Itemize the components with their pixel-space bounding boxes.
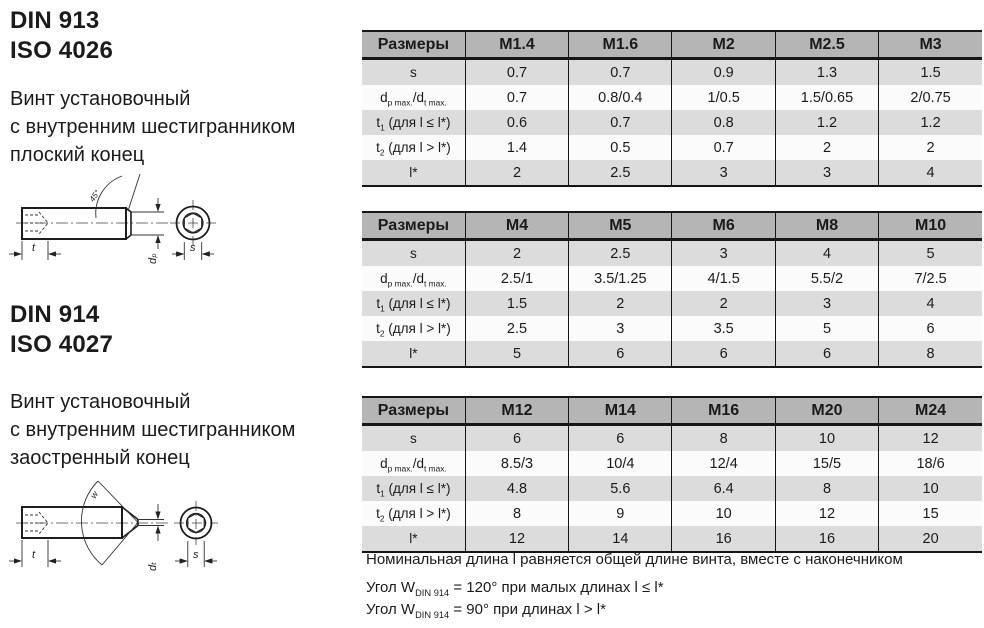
- value-cell: 6: [775, 341, 878, 367]
- column-header: M20: [775, 397, 878, 425]
- value-cell: 10/4: [569, 451, 672, 476]
- value-cell: 0.7: [672, 135, 775, 160]
- value-cell: 1.5/0.65: [775, 85, 878, 110]
- sizes-corner-header: Размеры: [362, 212, 465, 240]
- description-line: Винт установочный: [10, 391, 191, 413]
- angle-arc: [96, 176, 122, 218]
- column-header: M12: [465, 397, 568, 425]
- screw-body: [22, 507, 122, 538]
- angle-note-90: Угол $W_{DIN 914} = 90^\circ$ при длинах l > l*: [366, 601, 606, 620]
- value-cell: 2.5: [465, 316, 568, 341]
- iso-4026-title: ISO 4026: [10, 37, 114, 64]
- table-row: [362, 341, 982, 367]
- value-cell: 4: [879, 291, 982, 316]
- sizes-corner-header: Размеры: [362, 397, 465, 425]
- cone-point: [122, 507, 138, 538]
- chamfer-angle-label: 45°: [87, 188, 102, 204]
- row-label: $t_2$ (для l > l*): [362, 501, 465, 526]
- table-row: [362, 316, 982, 341]
- row-label: l*: [362, 341, 465, 367]
- row-label: $d_{p max.}/d_{t max.}$: [362, 451, 465, 476]
- value-cell: 12/4: [672, 451, 775, 476]
- value-cell: 8: [775, 476, 878, 501]
- dt-dimension-label: dₜ: [147, 561, 159, 571]
- value-cell: 1.2: [879, 110, 982, 135]
- value-cell: 5: [775, 316, 878, 341]
- table-row: [362, 291, 982, 316]
- value-cell: 15/5: [775, 451, 878, 476]
- value-cell: 2: [569, 291, 672, 316]
- column-header: M10: [879, 212, 982, 240]
- row-label: $d_{p max.}/d_{t max.}$: [362, 266, 465, 291]
- iso-4027-title: ISO 4027: [10, 331, 114, 358]
- value-cell: 1.2: [775, 110, 878, 135]
- description-din914: [10, 388, 295, 472]
- table-row: [362, 160, 982, 186]
- header-row: [362, 397, 982, 425]
- flat-point-screw-drawing: [6, 170, 234, 270]
- value-cell: 9: [569, 501, 672, 526]
- value-cell: 8: [672, 425, 775, 452]
- value-cell: 2: [879, 135, 982, 160]
- value-cell: 2.5/1: [465, 266, 568, 291]
- s-dimension-label: s: [190, 242, 196, 254]
- column-header: M1.6: [569, 31, 672, 59]
- description-line: плоский конец: [10, 144, 145, 166]
- dt-dimension: [138, 504, 164, 541]
- column-header: M8: [775, 212, 878, 240]
- value-cell: 12: [775, 501, 878, 526]
- table-row: [362, 85, 982, 110]
- angle-leader-line: [128, 174, 140, 211]
- column-header: M4: [465, 212, 568, 240]
- value-cell: 3: [569, 316, 672, 341]
- value-cell: 2: [465, 160, 568, 186]
- column-header: M1.4: [465, 31, 568, 59]
- value-cell: 8.5/3: [465, 451, 568, 476]
- s-dimension-label: s: [193, 549, 199, 561]
- value-cell: 0.7: [465, 59, 568, 86]
- value-cell: 2.5: [569, 240, 672, 267]
- value-cell: 2.5: [569, 160, 672, 186]
- description-line: заостренный конец: [10, 447, 190, 469]
- table-row: [362, 135, 982, 160]
- table-row: [362, 451, 982, 476]
- value-cell: 0.7: [569, 59, 672, 86]
- value-cell: 4.8: [465, 476, 568, 501]
- table-row: [362, 110, 982, 135]
- value-cell: 0.7: [465, 85, 568, 110]
- row-label: s: [362, 59, 465, 86]
- end-view: [174, 501, 218, 545]
- column-header: M3: [879, 31, 982, 59]
- row-label: $t_1$ (для l ≤ l*): [362, 110, 465, 135]
- value-cell: 12: [879, 425, 982, 452]
- value-cell: 1/0.5: [672, 85, 775, 110]
- row-label: s: [362, 425, 465, 452]
- column-header: M2: [672, 31, 775, 59]
- table-row: [362, 501, 982, 526]
- value-cell: 4: [775, 240, 878, 267]
- value-cell: 0.8/0.4: [569, 85, 672, 110]
- dp-dimension-label: dₚ: [147, 253, 159, 264]
- row-label: $t_1$ (для l ≤ l*): [362, 291, 465, 316]
- size-table-m1.4-m3: [362, 30, 982, 187]
- din-914-title: DIN 914: [10, 301, 100, 328]
- standard-heading-din914: [10, 300, 113, 360]
- value-cell: 1.3: [775, 59, 878, 86]
- column-header: M2.5: [775, 31, 878, 59]
- value-cell: 16: [775, 526, 878, 552]
- value-cell: 1.5: [465, 291, 568, 316]
- description-line: с внутренним шестигранником: [10, 116, 296, 138]
- value-cell: 7/2.5: [879, 266, 982, 291]
- value-cell: 8: [465, 501, 568, 526]
- table-row: [362, 526, 982, 552]
- description-din913: [10, 85, 295, 169]
- description-line: с внутренним шестигранником: [10, 419, 296, 441]
- value-cell: 10: [775, 425, 878, 452]
- value-cell: 16: [672, 526, 775, 552]
- value-cell: 5: [879, 240, 982, 267]
- value-cell: 3: [672, 240, 775, 267]
- w-angle-label: w: [88, 489, 101, 501]
- value-cell: 3: [775, 160, 878, 186]
- column-header: M5: [569, 212, 672, 240]
- column-header: M6: [672, 212, 775, 240]
- standard-heading-din913: [10, 6, 113, 66]
- value-cell: 6.4: [672, 476, 775, 501]
- din-913-title: DIN 913: [10, 7, 100, 34]
- row-label: l*: [362, 526, 465, 552]
- value-cell: 3: [775, 291, 878, 316]
- value-cell: 0.6: [465, 110, 568, 135]
- value-cell: 0.9: [672, 59, 775, 86]
- row-label: l*: [362, 160, 465, 186]
- value-cell: 5.5/2: [775, 266, 878, 291]
- value-cell: 2: [775, 135, 878, 160]
- column-header: M16: [672, 397, 775, 425]
- value-cell: 10: [879, 476, 982, 501]
- size-table-m12-m24: [362, 396, 982, 553]
- value-cell: 3.5/1.25: [569, 266, 672, 291]
- value-cell: 5: [465, 341, 568, 367]
- value-cell: 6: [879, 316, 982, 341]
- value-cell: 8: [879, 341, 982, 367]
- screw-body: [22, 208, 126, 239]
- value-cell: 4/1.5: [672, 266, 775, 291]
- column-header: M24: [879, 397, 982, 425]
- value-cell: 14: [569, 526, 672, 552]
- value-cell: 1.5: [879, 59, 982, 86]
- table-row: [362, 240, 982, 267]
- table-row: [362, 476, 982, 501]
- row-label: $d_{p max.}/d_{t max.}$: [362, 85, 465, 110]
- table-row: [362, 425, 982, 452]
- value-cell: 2/0.75: [879, 85, 982, 110]
- table-row: [362, 59, 982, 86]
- row-label: $t_2$ (для l > l*): [362, 316, 465, 341]
- value-cell: 6: [569, 425, 672, 452]
- value-cell: 4: [879, 160, 982, 186]
- size-table-m4-m10: [362, 211, 982, 368]
- t-dimension-label: t: [32, 242, 36, 254]
- value-cell: 10: [672, 501, 775, 526]
- angle-note-120: Угол $W_{DIN 914} = 120^\circ$ при малых длинах l ≤ l*: [366, 579, 664, 598]
- cone-point-screw-drawing: [6, 473, 234, 578]
- value-cell: 0.8: [672, 110, 775, 135]
- nominal-length-note: Номинальная длина l равняется общей длине винта, вместе с наконечником: [366, 551, 903, 568]
- row-label: s: [362, 240, 465, 267]
- header-row: [362, 212, 982, 240]
- dp-dimension: [131, 198, 164, 249]
- value-cell: 0.7: [569, 110, 672, 135]
- value-cell: 15: [879, 501, 982, 526]
- value-cell: 5.6: [569, 476, 672, 501]
- value-cell: 3.5: [672, 316, 775, 341]
- value-cell: 3: [672, 160, 775, 186]
- row-label: $t_1$ (для l ≤ l*): [362, 476, 465, 501]
- sizes-corner-header: Размеры: [362, 31, 465, 59]
- value-cell: 6: [672, 341, 775, 367]
- table-row: [362, 266, 982, 291]
- value-cell: 20: [879, 526, 982, 552]
- value-cell: 6: [569, 341, 672, 367]
- row-label: $t_2$ (для l > l*): [362, 135, 465, 160]
- value-cell: 1.4: [465, 135, 568, 160]
- value-cell: 2: [672, 291, 775, 316]
- t-dimension-label: t: [32, 549, 36, 561]
- value-cell: 6: [465, 425, 568, 452]
- header-row: [362, 31, 982, 59]
- column-header: M14: [569, 397, 672, 425]
- value-cell: 18/6: [879, 451, 982, 476]
- value-cell: 2: [465, 240, 568, 267]
- value-cell: 0.5: [569, 135, 672, 160]
- value-cell: 12: [465, 526, 568, 552]
- description-line: Винт установочный: [10, 88, 191, 110]
- end-view: [170, 200, 216, 246]
